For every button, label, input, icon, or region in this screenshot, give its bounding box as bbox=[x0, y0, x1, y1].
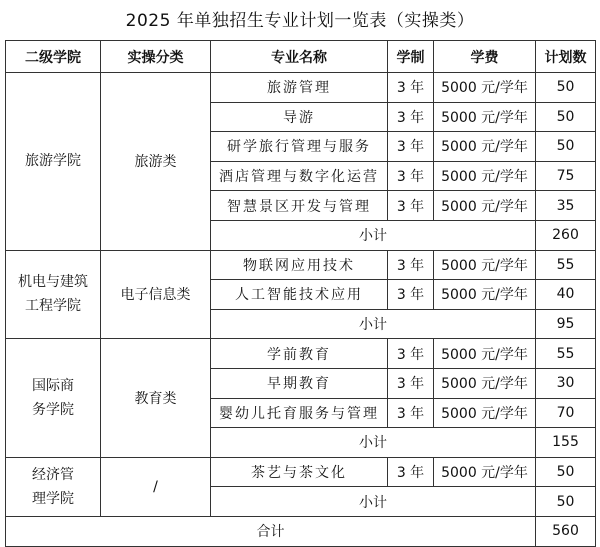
plan-cell: 50 bbox=[536, 73, 596, 103]
subtotal-value: 155 bbox=[536, 428, 596, 458]
total-value: 560 bbox=[536, 516, 596, 546]
fee-cell: 5000 元/学年 bbox=[434, 161, 536, 191]
subtotal-value: 95 bbox=[536, 309, 596, 339]
college-line: 经济管 bbox=[32, 466, 74, 483]
plan-cell: 35 bbox=[536, 191, 596, 221]
fee-cell: 5000 元/学年 bbox=[434, 457, 536, 487]
years-cell: 3 年 bbox=[388, 73, 434, 103]
table-row bbox=[6, 339, 596, 369]
years-cell: 3 年 bbox=[388, 368, 434, 398]
category-cell: / bbox=[101, 457, 211, 516]
major-cell: 酒店管理与数字化运营 bbox=[211, 161, 388, 191]
header-category: 实操分类 bbox=[101, 41, 211, 73]
plan-cell: 55 bbox=[536, 250, 596, 280]
major-cell: 导游 bbox=[211, 102, 388, 132]
years-cell: 3 年 bbox=[388, 457, 434, 487]
fee-cell: 5000 元/学年 bbox=[434, 132, 536, 162]
header-college: 二级学院 bbox=[6, 41, 101, 73]
plan-cell: 50 bbox=[536, 102, 596, 132]
major-cell: 智慧景区开发与管理 bbox=[211, 191, 388, 221]
header-fee: 学费 bbox=[434, 41, 536, 73]
years-cell: 3 年 bbox=[388, 339, 434, 369]
major-cell: 早期教育 bbox=[211, 368, 388, 398]
fee-cell: 5000 元/学年 bbox=[434, 368, 536, 398]
years-cell: 3 年 bbox=[388, 132, 434, 162]
college-line: 务学院 bbox=[32, 402, 74, 419]
major-cell: 研学旅行管理与服务 bbox=[211, 132, 388, 162]
fee-cell: 5000 元/学年 bbox=[434, 191, 536, 221]
years-cell: 3 年 bbox=[388, 250, 434, 280]
years-cell: 3 年 bbox=[388, 398, 434, 428]
subtotal-value: 260 bbox=[536, 220, 596, 250]
subtotal-value: 50 bbox=[536, 487, 596, 517]
total-row bbox=[6, 516, 596, 546]
college-line: 国际商 bbox=[32, 378, 74, 395]
major-cell: 婴幼儿托育服务与管理 bbox=[211, 398, 388, 428]
plan-cell: 50 bbox=[536, 457, 596, 487]
college-line: 理学院 bbox=[32, 490, 74, 507]
plan-cell: 40 bbox=[536, 280, 596, 310]
plan-cell: 30 bbox=[536, 368, 596, 398]
subtotal-label: 小计 bbox=[211, 428, 536, 458]
category-cell: 旅游类 bbox=[101, 73, 211, 251]
years-cell: 3 年 bbox=[388, 280, 434, 310]
major-cell: 茶艺与茶文化 bbox=[211, 457, 388, 487]
plan-cell: 50 bbox=[536, 132, 596, 162]
page-title: 2025 年单独招生专业计划一览表（实操类） bbox=[125, 11, 475, 31]
major-cell: 物联网应用技术 bbox=[211, 250, 388, 280]
fee-cell: 5000 元/学年 bbox=[434, 73, 536, 103]
table-row bbox=[6, 250, 596, 280]
college-cell: 旅游学院 bbox=[6, 73, 101, 251]
plan-cell: 55 bbox=[536, 339, 596, 369]
fee-cell: 5000 元/学年 bbox=[434, 339, 536, 369]
subtotal-label: 小计 bbox=[211, 487, 536, 517]
table-row bbox=[6, 457, 596, 487]
major-cell: 学前教育 bbox=[211, 339, 388, 369]
fee-cell: 5000 元/学年 bbox=[434, 398, 536, 428]
category-cell: 电子信息类 bbox=[101, 250, 211, 339]
college-line: 机电与建筑 bbox=[18, 274, 88, 291]
plan-cell: 70 bbox=[536, 398, 596, 428]
header-years: 学制 bbox=[388, 41, 434, 73]
subtotal-label: 小计 bbox=[211, 220, 536, 250]
header-plan: 计划数 bbox=[536, 41, 596, 73]
table-header-row bbox=[6, 41, 596, 73]
major-cell: 人工智能技术应用 bbox=[211, 280, 388, 310]
category-cell: 教育类 bbox=[101, 339, 211, 457]
fee-cell: 5000 元/学年 bbox=[434, 250, 536, 280]
total-label: 合计 bbox=[6, 516, 536, 546]
subtotal-label: 小计 bbox=[211, 309, 536, 339]
years-cell: 3 年 bbox=[388, 161, 434, 191]
college-cell bbox=[6, 339, 101, 457]
years-cell: 3 年 bbox=[388, 102, 434, 132]
college-line: 工程学院 bbox=[25, 298, 81, 315]
plan-cell: 75 bbox=[536, 161, 596, 191]
enrollment-plan-table bbox=[5, 40, 596, 547]
college-cell bbox=[6, 250, 101, 339]
fee-cell: 5000 元/学年 bbox=[434, 102, 536, 132]
table-row bbox=[6, 73, 596, 103]
college-cell bbox=[6, 457, 101, 516]
major-cell: 旅游管理 bbox=[211, 73, 388, 103]
fee-cell: 5000 元/学年 bbox=[434, 280, 536, 310]
years-cell: 3 年 bbox=[388, 191, 434, 221]
header-major: 专业名称 bbox=[211, 41, 388, 73]
